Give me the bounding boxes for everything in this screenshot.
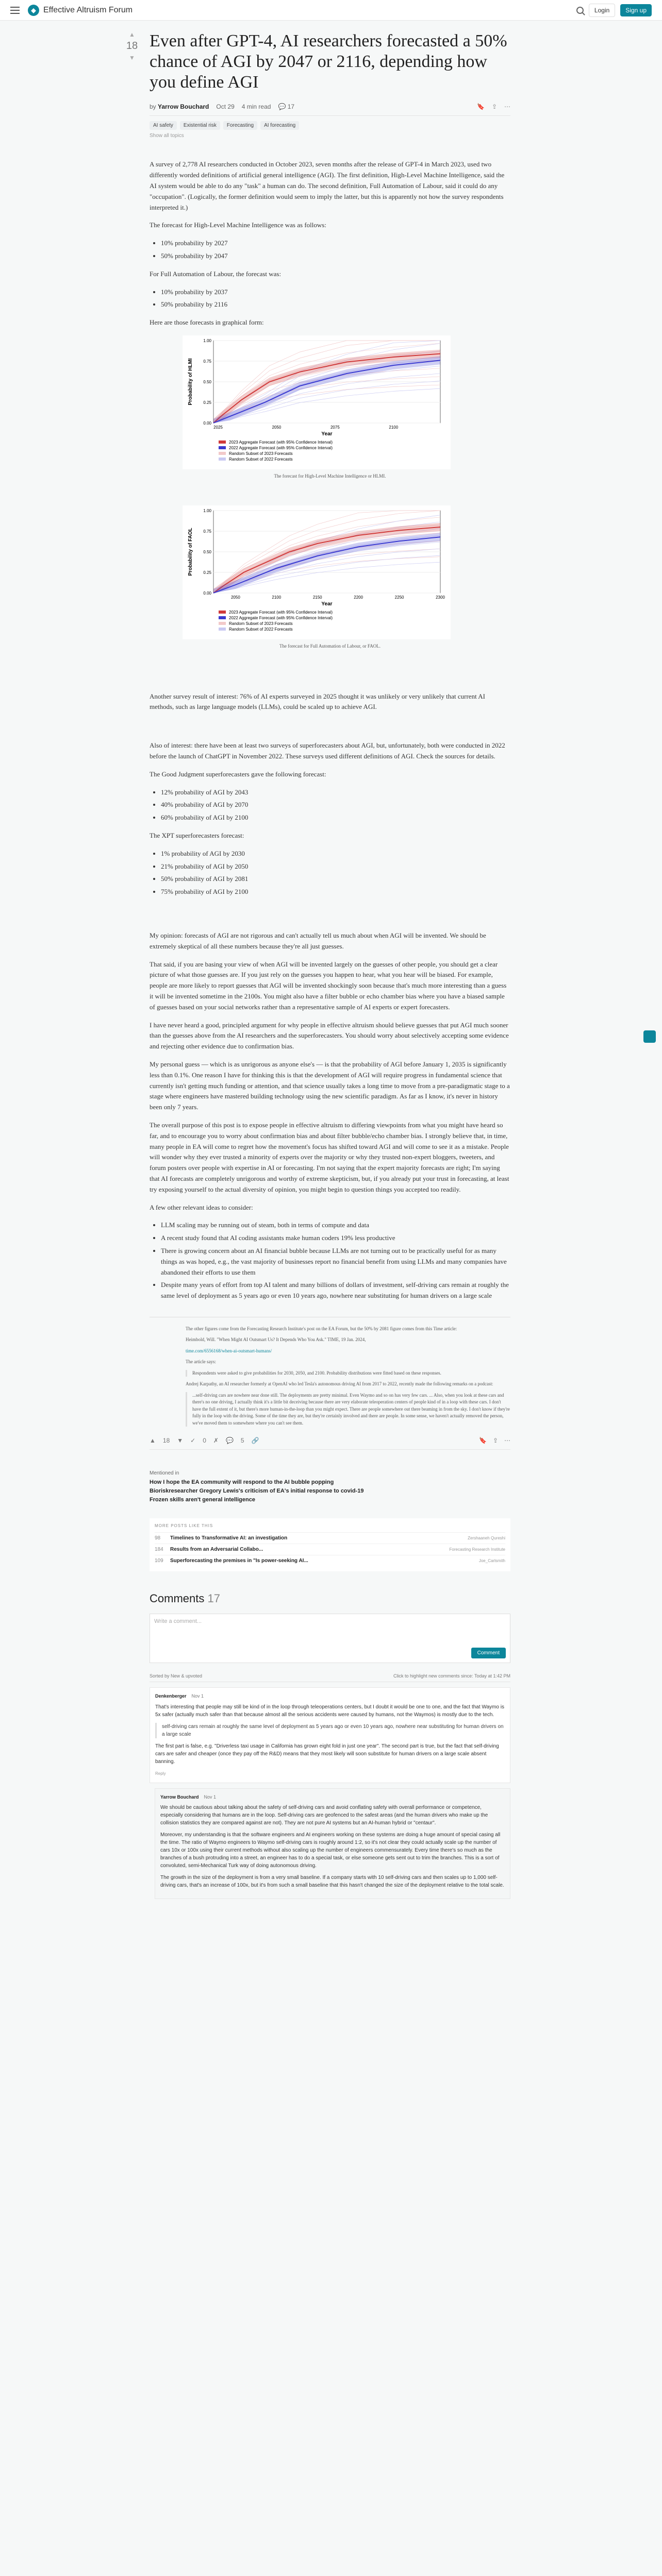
agree-count: 0 bbox=[203, 1437, 206, 1445]
y-tick-label: 1.00 bbox=[203, 338, 211, 343]
legend-swatch bbox=[219, 622, 226, 625]
list-item: • 50% probability of AGI by 2081 bbox=[161, 874, 510, 885]
x-tick-label: 2200 bbox=[354, 595, 363, 600]
legend-swatch bbox=[219, 611, 226, 614]
upvote-icon[interactable]: ▲ bbox=[129, 31, 135, 38]
comment-text: That's interesting that people may still be kind of in the loop through teleoperations centers, but I doubt it would be one to one, and the fact that Waymo is 5x safer (actually much safer than that because almost all the serious accidents were caused by humans, not the Waymos) is mostly due to the tech. bbox=[155, 1704, 504, 1718]
comment-date: Nov 1 bbox=[204, 1794, 217, 1800]
list-item: • Despite many years of effort from top AI talent and many billions of dollars of investment, self-driving cars remain at roughly the same level of deployment as 5 years ago or even 10 years ago, nowhere near substituting for human drivers on a large scale bbox=[161, 1280, 510, 1301]
post-actions bbox=[477, 103, 510, 110]
vote-column bbox=[122, 31, 142, 61]
row-title: Superforecasting the premises in "Is power-seeking AI... bbox=[170, 1558, 308, 1564]
y-axis-label: Probability of FAOL bbox=[188, 528, 193, 576]
mentioned-in bbox=[150, 1470, 510, 1503]
footnote: The article says: bbox=[186, 1359, 216, 1365]
post-row[interactable] bbox=[155, 1544, 505, 1555]
chart-svg bbox=[183, 505, 451, 639]
row-score: 98 bbox=[155, 1535, 161, 1541]
tag-list bbox=[150, 121, 510, 130]
list bbox=[161, 238, 510, 262]
comments-count: 17 bbox=[287, 103, 295, 111]
legend-entry: Random Subset of 2023 Forecasts bbox=[229, 621, 293, 626]
list bbox=[161, 849, 510, 897]
list-item: • A recent study found that AI coding assistants make human coders 19% less productive bbox=[161, 1233, 510, 1244]
post-row[interactable] bbox=[155, 1532, 505, 1544]
x-tick-label: 2075 bbox=[330, 425, 340, 430]
x-tick-label: 2100 bbox=[389, 425, 399, 430]
chart-svg bbox=[183, 335, 451, 469]
list bbox=[161, 287, 510, 311]
comments-title bbox=[150, 1592, 510, 1605]
highlight-new[interactable]: Click to highlight new comments since: Today at 1:42 PM bbox=[393, 1673, 510, 1679]
row-author: Joe_Carlsmith bbox=[478, 1558, 505, 1564]
downvote-icon[interactable]: ▼ bbox=[129, 54, 135, 61]
y-tick-label: 0.25 bbox=[203, 400, 211, 405]
row-score: 109 bbox=[155, 1558, 163, 1564]
author-prefix: by bbox=[150, 103, 156, 111]
list bbox=[161, 787, 510, 823]
paragraph: My personal guess — which is as unrigorous as anyone else's — is that the probability of AGI before January 1, 2035 is significantly less than 0.1%. One reason I have for thinking this is that the development of AGI will require progress in fundamental science that currently isn't getting much funding or attention, and that science usually takes a long time to move from a pre-paradigmatic stage to a stage where engineers have mastered building technology using the new scientific paradigm. As far as I know, it's never in history been only 7 years. bbox=[150, 1060, 510, 1111]
bottom-actions bbox=[479, 1437, 510, 1444]
legend-swatch bbox=[219, 457, 226, 461]
share-icon[interactable]: ⇪ bbox=[492, 1437, 498, 1445]
row-author: Zershaaneh Qureshi bbox=[468, 1536, 505, 1541]
post-bottom-bar bbox=[150, 1437, 510, 1450]
sort-selector[interactable]: Sorted by New & upvoted bbox=[150, 1673, 203, 1679]
paragraph: Also of interest: there have been at least two surveys of superforecasters about AGI, but, unfortunately, both were conducted in 2022 before the launch of ChatGPT in November 2022. These surveys used different definitions of AGI. Check the sources for details. bbox=[150, 741, 505, 760]
post-title: Even after GPT-4, AI researchers forecasted a 50% chance of AGI by 2047 or 2116, depending how you define AGI bbox=[150, 31, 507, 92]
list-item: • 10% probability by 2027 bbox=[161, 238, 510, 249]
footnote-link[interactable]: time.com/6556168/when-ai-outsmart-humans/ bbox=[186, 1348, 272, 1353]
comment bbox=[155, 1788, 510, 1900]
sort-bar bbox=[150, 1673, 510, 1682]
more-options-icon[interactable]: ⋯ bbox=[504, 103, 510, 111]
menu-icon[interactable] bbox=[10, 7, 20, 14]
paragraph: Here are those forecasts in graphical form: bbox=[150, 318, 264, 327]
tag-ai-forecasting[interactable]: AI forecasting bbox=[260, 121, 299, 130]
comment-text: The growth in the size of the deployment is from a very small baseline. If a company starts with 10 self-driving cars and then scales up to 1,000 self-driving cars, that's an increase of 100x, but it's from such a small baseline that this hasn't changed the size of the deployment relative to the total scale. bbox=[160, 1875, 504, 1889]
paragraph: That said, if you are basing your view of when AGI will be invented largely on the guesses of other people, you should get a clear picture of what those guesses are. If you just rely on the guesses you happen to hear, what you hear will be biased. For example, people are more likely to report guesses that AGI will be invented shockingly soon because that's much more interesting than a guess it will be invented sometime in the 2100s. You might also have a filter bubble or echo chamber bias where you have a biased sample of guesses based on your social networks rather than a representative sample of AI experts or expert forecasters. bbox=[150, 960, 507, 1011]
paragraph: I have never heard a good, principled argument for why people in effective altruism should believe guesses that put AGI much sooner than the guesses above from the AI researchers and the superforecasters. You should worry about selectively accepting some evidence and rejecting other evidence due to confirmation bias. bbox=[150, 1021, 509, 1050]
x-tick-label: 2025 bbox=[213, 425, 223, 430]
signup-button[interactable]: Sign up bbox=[620, 4, 652, 16]
agree-icon[interactable]: ✓ bbox=[190, 1437, 196, 1445]
comment-head bbox=[160, 1794, 505, 1801]
more-posts-header: MORE POSTS LIKE THIS bbox=[155, 1523, 213, 1529]
footnote: Heimbold, Will. "When Might AI Outsmart Us? It Depends Who You Ask." TIME, 19 Jan. 2024, bbox=[186, 1337, 366, 1343]
y-tick-label: 0.00 bbox=[203, 591, 211, 596]
login-button[interactable]: Login bbox=[589, 4, 615, 17]
comment-date: Nov 1 bbox=[191, 1693, 204, 1699]
legend-swatch bbox=[219, 452, 226, 455]
legend-entry: 2023 Aggregate Forecast (with 95% Confidence Interval) bbox=[229, 610, 333, 615]
list-item: • 10% probability by 2037 bbox=[161, 287, 510, 298]
legend-entry: Random Subset of 2022 Forecasts bbox=[229, 456, 293, 462]
paragraph: The overall purpose of this post is to expose people in effective altruism to differing viewpoints from what you might have heard so far, and to encourage you to worry about confirmation bias and about filter bubble/echo chamber bias. I strongly believe that, in time, many people in EA will come to regret how the movement's focus has shifted toward AGI and will come to see it as a mistake. People will wonder why they ever trusted a minority of experts over the majority or why they trusted non-expert bloggers, tweeters, and forum posters over people with expertise in AI or forecasting. I'm not saying that the expert majority forecasts are right; I'm saying that AI forecasts are completely unrigorous and worthy of extreme skepticism, but, if you already put your trust in forecasting, at least try exposing yourself to the actual diversity of opinion, you might begin to question things you accepted too readily. bbox=[150, 1121, 509, 1193]
post bbox=[150, 31, 510, 1899]
row-title: Results from an Adversarial Collabo... bbox=[170, 1547, 263, 1553]
site-logo[interactable]: ◆ bbox=[28, 5, 39, 16]
author-link[interactable]: Yarrow Bouchard bbox=[158, 103, 209, 111]
paragraph: Another survey result of interest: 76% of AI experts surveyed in 2025 thought it was unlikely or very unlikely that current AI methods, such as large language models (LLMs), could be scaled up to achieve AGI. bbox=[150, 692, 485, 711]
post-body bbox=[150, 159, 510, 1301]
y-tick-label: 0.50 bbox=[203, 379, 211, 384]
mentioned-header: Mentioned in bbox=[150, 1470, 179, 1477]
list-item: • There is growing concern about an AI financial bubble because LLMs are not turning out to be practically useful for as many things as was hoped, e.g., the vast majority of businesses report no financial benefit from using LLMs and many companies have abandoned their efforts to use them bbox=[161, 1246, 510, 1278]
list-item: • 1% probability of AGI by 2030 bbox=[161, 849, 510, 859]
show-all-topics[interactable]: Show all topics bbox=[150, 133, 184, 139]
post-date: Oct 29 bbox=[216, 103, 235, 111]
legend-entry: Random Subset of 2022 Forecasts bbox=[229, 627, 293, 632]
y-tick-label: 0.75 bbox=[203, 359, 211, 364]
list-item: • 75% probability of AGI by 2100 bbox=[161, 887, 510, 897]
paragraph: A survey of 2,778 AI researchers conducted in October 2023, seven months after the release of GPT-4 in March 2023, used two differently worded definitions of artificial general intelligence (AGI). The first definition, High-Level Machine Intelligence, said the AI system would be able to do any "task" a human can do. The second definition, Full Automation of Labour, said it could do any "occupation". (Logically, the former definition would seem to imply the latter, but this is apparently not how the survey respondents interpreted it.) bbox=[150, 160, 505, 211]
mentioned-item[interactable]: Bioriskresearcher Gregory Lewis's criticism of EA's initial response to covid-19 bbox=[150, 1488, 364, 1495]
post-row[interactable] bbox=[155, 1555, 505, 1566]
x-tick-label: 2250 bbox=[394, 595, 404, 600]
list-item: • 50% probability by 2047 bbox=[161, 251, 510, 262]
paragraph: For Full Automation of Labour, the forecast was: bbox=[150, 269, 282, 278]
x-tick-label: 2050 bbox=[230, 595, 240, 600]
legend-swatch bbox=[219, 628, 226, 631]
comment-text: The first part is false, e.g. "Driverless taxi usage in California has grown eight fold in just one year". The second part is true, but the fact that self-driving cars are safer and cheaper (once they pay off the R&D) means that they most likely will soon substitute for human drivers on a large scale absent banning. bbox=[155, 1743, 499, 1765]
paragraph: The XPT superforecasters forecast: bbox=[150, 832, 244, 840]
y-tick-label: 0.00 bbox=[203, 420, 211, 426]
read-time: 4 min read bbox=[241, 103, 271, 111]
author-line bbox=[150, 103, 209, 110]
list-item: • LLM scaling may be running out of steam, both in terms of compute and data bbox=[161, 1220, 510, 1231]
x-axis-label: Year bbox=[321, 601, 333, 607]
comment-placeholder: Write a comment... bbox=[154, 1618, 202, 1625]
downvote-icon[interactable]: ▼ bbox=[177, 1437, 184, 1445]
tag-ai-safety[interactable]: AI safety bbox=[150, 121, 177, 130]
post-score: 18 bbox=[126, 40, 138, 52]
post-meta bbox=[150, 103, 510, 116]
bottom-comments: 5 bbox=[240, 1437, 244, 1445]
top-actions bbox=[576, 4, 652, 17]
more-options-icon[interactable]: ⋯ bbox=[504, 1437, 510, 1445]
x-tick-label: 2150 bbox=[312, 595, 322, 600]
y-axis-label: Probability of HLMI bbox=[188, 358, 193, 405]
paragraph: A few other relevant ideas to consider: bbox=[150, 1203, 253, 1211]
chart-caption: The forecast for Full Automation of Labour, or FAOL. bbox=[279, 643, 380, 649]
footnote: Andrej Karpathy, an AI researcher formerly at OpenAI who led Tesla's autonomous driving AI from 2017 to 2022, recently made the following remarks on a podcast: bbox=[186, 1381, 493, 1387]
y-tick-label: 0.25 bbox=[203, 570, 211, 575]
chart-caption: The forecast for High-Level Machine Intelligence or HLMI. bbox=[274, 473, 386, 479]
legend-entry: 2022 Aggregate Forecast (with 95% Confidence Interval) bbox=[229, 445, 333, 450]
x-tick-label: 2100 bbox=[272, 595, 282, 600]
feedback-button[interactable] bbox=[643, 1030, 656, 1043]
comment-editor[interactable] bbox=[150, 1614, 510, 1663]
faol-chart bbox=[183, 505, 451, 639]
upvote-icon[interactable]: ▲ bbox=[150, 1437, 156, 1445]
footnote-quote: Respondents were asked to give probabilities for 2030, 2050, and 2100. Probability distributions were fitted based on these responses. bbox=[186, 1370, 510, 1377]
top-bar bbox=[0, 0, 662, 21]
link-icon[interactable]: 🔗 bbox=[251, 1437, 259, 1445]
comment-author[interactable]: Denkenberger bbox=[155, 1693, 187, 1699]
site-title[interactable]: Effective Altruism Forum bbox=[43, 5, 133, 14]
y-tick-label: 1.00 bbox=[203, 509, 211, 514]
comments-total: 17 bbox=[207, 1592, 220, 1605]
reply-link[interactable]: Reply bbox=[155, 1771, 166, 1776]
list bbox=[161, 1220, 510, 1301]
list-item: • 50% probability by 2116 bbox=[161, 299, 510, 310]
bottom-score: 18 bbox=[162, 1437, 170, 1445]
x-axis-label: Year bbox=[321, 431, 333, 437]
x-tick-label: 2300 bbox=[436, 595, 445, 600]
tag-forecasting[interactable]: Forecasting bbox=[223, 121, 257, 130]
footnote: The other figures come from the Forecasting Research Institute's post on the EA Forum, but the 50% by 2081 figure comes from this Time article: bbox=[186, 1326, 457, 1331]
y-tick-label: 0.50 bbox=[203, 550, 211, 555]
footnotes bbox=[150, 1317, 510, 1427]
comment-author[interactable]: Yarrow Bouchard bbox=[160, 1794, 199, 1800]
comment bbox=[150, 1687, 510, 1783]
comment-quote: self-driving cars remain at roughly the same level of deployment as 5 years ago or even 10 years ago, nowhere near substituting for human drivers on a large scale bbox=[155, 1723, 505, 1738]
comment-icon: 💬 bbox=[278, 103, 286, 111]
comment-text: We should be cautious about talking about the safety of self-driving cars and avoid conflating safety with overall performance or competence, especially considering that humans are in the loop. Self-driving cars are geofenced to the safest areas (and the human drivers who make up the collision statistics they are compared against are not). They are not pure AI systems but an AI-human hybrid or "centaur". bbox=[160, 1805, 488, 1826]
bookmark-icon[interactable]: 🔖 bbox=[478, 1437, 487, 1445]
legend-swatch bbox=[219, 440, 226, 444]
row-score: 184 bbox=[155, 1547, 163, 1553]
legend-swatch bbox=[219, 616, 226, 619]
comment-text: Moreover, my understanding is that the software engineers and AI engineers working on these systems are doing a huge amount of special casing all the time. The ratio of Waymo engineers to Waymo self-driving cars is roughly around 1:2, so it's not clear they could actually scale up the number of cars 10x or 100x using their current methods without also scaling up the number of engineers commensurately. Every time there's so much as the branches of a bush protruding into a street, an engineer has to do a special task, or else someone gets sent out to trim the branches. This is a sort of convoluted, semi-Mechanical Turk way of doing autonomous driving. bbox=[160, 1832, 501, 1869]
share-icon[interactable]: ⇪ bbox=[491, 103, 497, 111]
y-tick-label: 0.75 bbox=[203, 529, 211, 534]
mentioned-item[interactable]: Frozen skills aren't general intelligence bbox=[150, 1497, 255, 1503]
row-author: Forecasting Research Institute bbox=[449, 1547, 505, 1552]
comment-head bbox=[155, 1693, 505, 1700]
hlmi-chart bbox=[183, 335, 451, 469]
list-item: • 60% probability of AGI by 2100 bbox=[161, 812, 510, 823]
footnote-quote: ...self-driving cars are nowhere near done still. The deployments are pretty minimal. Even Waymo and so on has very few cars. ... Also, when you look at these cars and there's no one driving, I actually think it's a little bit deceiving because there are very elaborate teleoperation centers of people kind of in a loop with these cars. I don't have the full extent of it, but there's more human-in-the-loop than you might expect. There are people somewhere out there beaming in from the sky. I don't know if they're fully in the loop with the driving. Some of the time they are, but they're certainly involved and there are people. In some sense, we haven't actually removed the person, we've moved them to somewhere where you can't see them. bbox=[186, 1392, 510, 1427]
x-tick-label: 2050 bbox=[272, 425, 282, 430]
list-item: • 40% probability of AGI by 2070 bbox=[161, 800, 510, 810]
comments-section bbox=[150, 1592, 510, 1899]
legend-entry: Random Subset of 2023 Forecasts bbox=[229, 451, 293, 456]
row-title: Timelines to Transformative AI: an investigation bbox=[170, 1535, 288, 1541]
mentioned-item[interactable]: How I hope the EA community will respond to the AI bubble popping bbox=[150, 1479, 334, 1486]
legend-entry: 2022 Aggregate Forecast (with 95% Confidence Interval) bbox=[229, 616, 333, 621]
search-icon[interactable] bbox=[576, 7, 584, 14]
tag-existential-risk[interactable]: Existential risk bbox=[180, 121, 220, 130]
more-posts bbox=[150, 1518, 510, 1571]
paragraph: My opinion: forecasts of AGI are not rigorous and can't actually tell us much about when AGI will be invented. We should be extremely skeptical of all these numbers because they're all just guesses. bbox=[150, 931, 486, 950]
comments-heading: Comments bbox=[150, 1592, 205, 1605]
bookmark-icon[interactable]: 🔖 bbox=[476, 103, 485, 111]
disagree-icon[interactable]: ✗ bbox=[213, 1437, 219, 1445]
legend-swatch bbox=[219, 446, 226, 449]
paragraph: The Good Judgment superforecasters gave the following forecast: bbox=[150, 770, 326, 778]
list-item: • 21% probability of AGI by 2050 bbox=[161, 861, 510, 872]
list-item: • 12% probability of AGI by 2043 bbox=[161, 787, 510, 798]
comments-link[interactable] bbox=[278, 103, 294, 110]
comment-icon[interactable]: 💬 bbox=[225, 1437, 234, 1445]
submit-comment-button[interactable]: Comment bbox=[471, 1648, 506, 1658]
legend-entry: 2023 Aggregate Forecast (with 95% Confidence Interval) bbox=[229, 439, 333, 445]
paragraph: The forecast for High-Level Machine Intelligence was as follows: bbox=[150, 221, 326, 229]
